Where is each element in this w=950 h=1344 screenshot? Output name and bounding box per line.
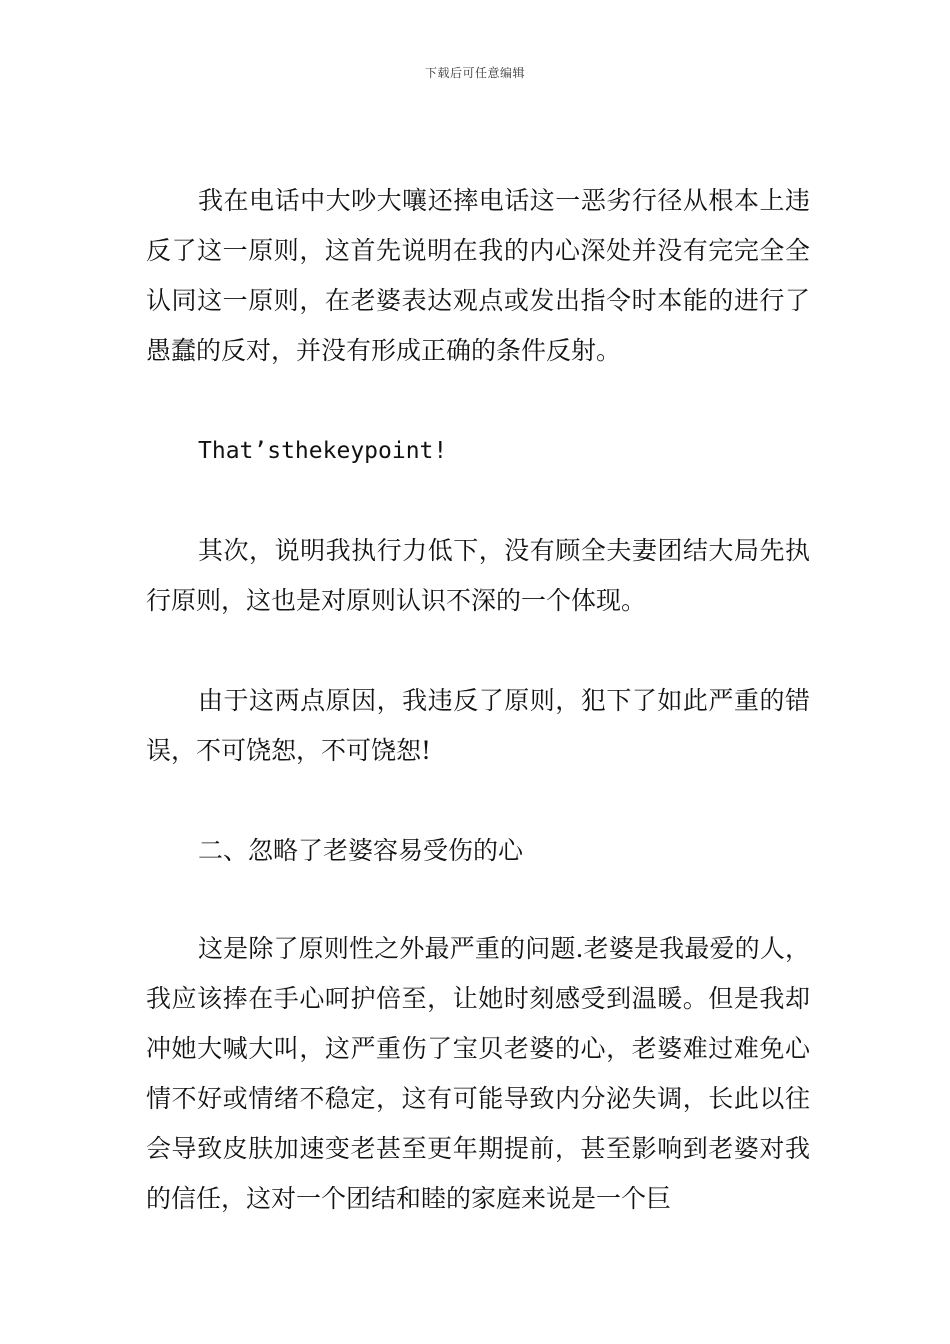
header-note: 下载后可任意编辑 (424, 66, 525, 80)
section-heading-two: 二、忽略了老婆容易受伤的心 (198, 836, 524, 865)
paragraph-principle-violation: 我在电话中大吵大嚷还摔电话这一恶劣行径从根本上违反了这一原则，这首先说明在我的内心深处并没有完完全全认同这一原则，在老婆表达观点或发出指令时本能的进行了愚蠢的反对，并没有形成正确的条件反射。 (146, 186, 810, 365)
paragraph-execution: 其次，说明我执行力低下，没有顾全夫妻团结大局先执行原则，这也是对原则认识不深的一个体现。 (146, 536, 810, 615)
paragraph-key-point: That’sthekeypoint! (198, 438, 448, 464)
document-body (146, 176, 810, 1224)
paragraph-conclusion: 由于这两点原因，我违反了原则，犯下了如此严重的错误，不可饶恕，不可饶恕! (146, 686, 810, 765)
paragraph-wife-heart: 这是除了原则性之外最严重的问题.老婆是我最爱的人，我应该捧在手心呵护倍至，让她时刻感受到温暖。但是我却冲她大喊大叫，这严重伤了宝贝老婆的心，老婆难过难免心情不好或情绪不稳定，这有可能导致内分泌失调，长此以往会导致皮肤加速变老甚至更年期提前，甚至影响到老婆对我的信任，这对一个团结和睦的家庭来说是一个巨 (146, 934, 810, 1213)
